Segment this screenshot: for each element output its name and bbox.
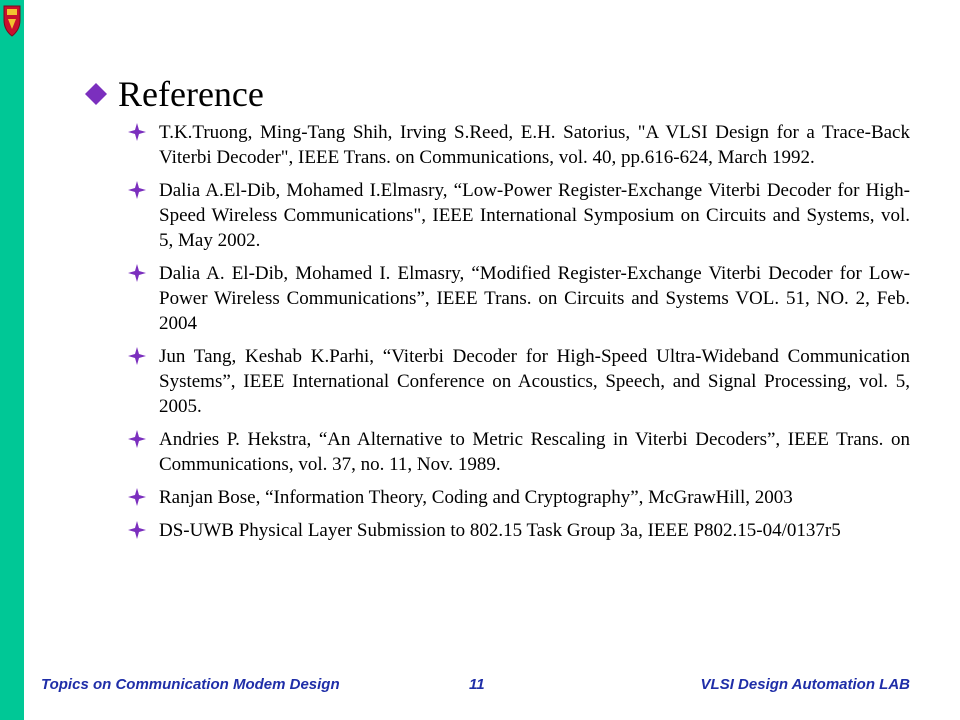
four-point-star-icon — [128, 430, 146, 448]
reference-text: Andries P. Hekstra, “An Alternative to Metric Rescaling in Viterbi Decoders”, IEEE Trans. on Communications, vol. 37, no. 11, Nov. 1989. — [159, 429, 910, 475]
reference-text: Jun Tang, Keshab K.Parhi, “Viterbi Decoder for High-Speed Ultra-Wideband Communication Systems”, IEEE International Conference on Acoustics, Speech, and Signal Processing, vol. 5, 2005. — [159, 346, 910, 417]
reference-text: T.K.Truong, Ming-Tang Shih, Irving S.Reed, E.H. Satorius, "A VLSI Design for a Trace-Back Viterbi Decoder", IEEE Trans. on Communications, vol. 40, pp.616-624, March 1992. — [159, 122, 910, 168]
reference-list — [128, 120, 910, 551]
four-point-star-icon — [128, 123, 146, 141]
reference-item — [128, 178, 910, 253]
university-crest-icon — [2, 2, 22, 42]
diamond-bullet-icon — [84, 82, 108, 106]
slide-title: Reference — [118, 74, 264, 114]
reference-item — [128, 427, 910, 477]
four-point-star-icon — [128, 488, 146, 506]
reference-item — [128, 120, 910, 170]
four-point-star-icon — [128, 347, 146, 365]
reference-text: DS-UWB Physical Layer Submission to 802.15 Task Group 3a, IEEE P802.15-04/0137r5 — [159, 520, 841, 541]
footer-page-number: 11 — [469, 676, 485, 693]
footer-lab-name: VLSI Design Automation LAB — [700, 676, 910, 693]
four-point-star-icon — [128, 521, 146, 539]
reference-item — [128, 518, 910, 543]
reference-item — [128, 485, 910, 510]
slide-heading — [84, 72, 264, 116]
reference-text: Ranjan Bose, “Information Theory, Coding and Cryptography”, McGrawHill, 2003 — [159, 487, 793, 508]
footer-course-title: Topics on Communication Modem Design — [41, 676, 340, 693]
reference-item — [128, 261, 910, 336]
reference-item — [128, 344, 910, 419]
left-accent-bar — [0, 0, 24, 720]
reference-text: Dalia A. El-Dib, Mohamed I. Elmasry, “Modified Register-Exchange Viterbi Decoder for Low-Power Wireless Communications”, IEEE Trans. on Circuits and Systems VOL. 51, NO. 2, Feb. 2004 — [159, 263, 910, 334]
four-point-star-icon — [128, 264, 146, 282]
reference-text: Dalia A.El-Dib, Mohamed I.Elmasry, “Low-Power Register-Exchange Viterbi Decoder for High-Speed Wireless Communications", IEEE International Symposium on Circuits and Systems, vol. 5, May 2002. — [159, 180, 910, 251]
four-point-star-icon — [128, 181, 146, 199]
